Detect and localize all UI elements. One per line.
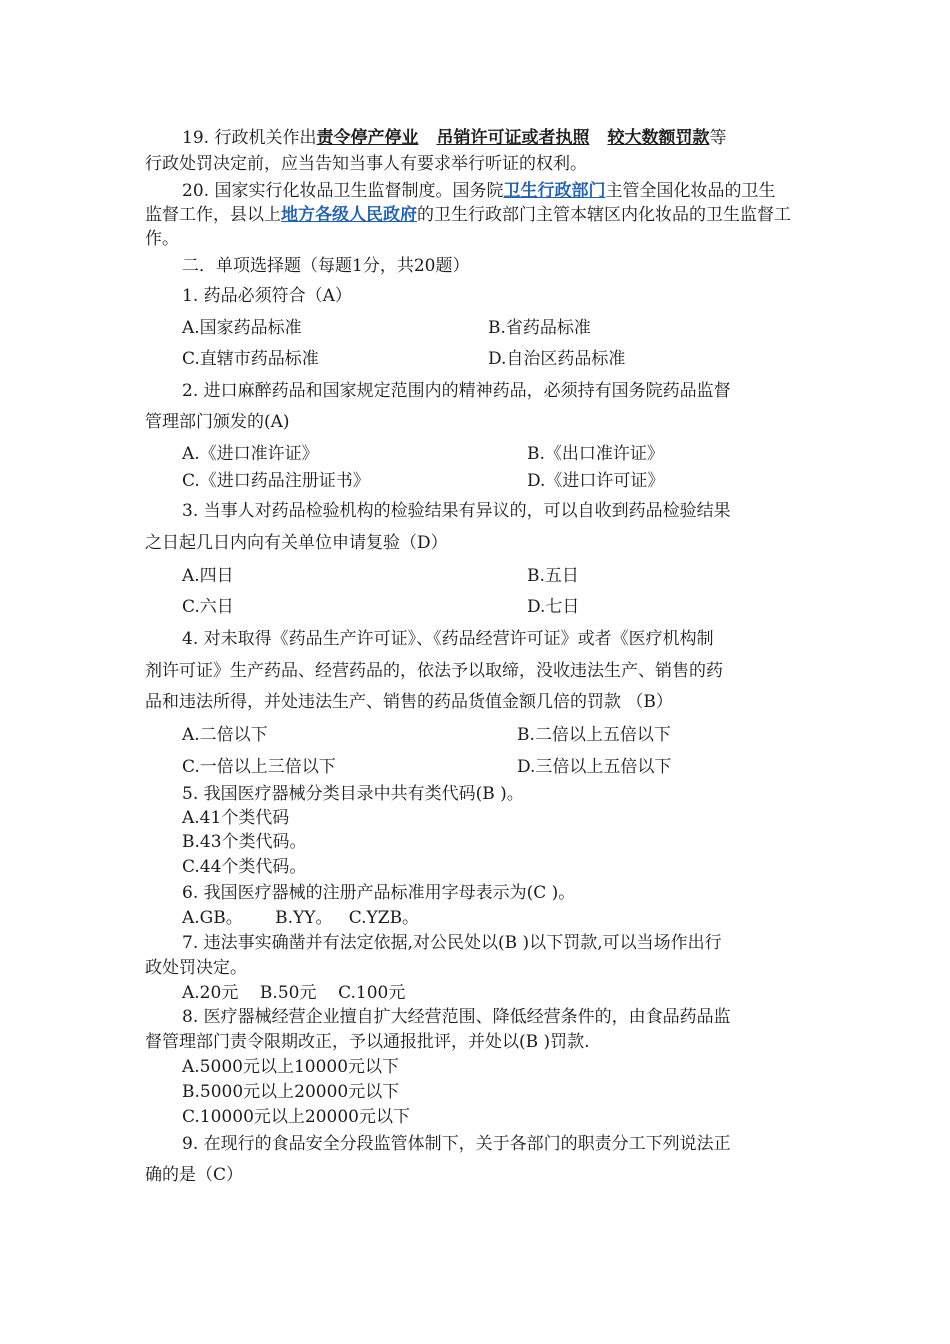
- q5-option-b: B.43个类代码。: [182, 832, 307, 852]
- q8-option-a: A.5000元以上10000元以下: [182, 1057, 400, 1077]
- q2-option-b: B.《出口准许证》: [527, 444, 664, 464]
- q4-question-line2: 剂许可证》生产药品、经营药品的，依法予以取缔，没收违法生产、销售的药: [145, 661, 723, 681]
- q19-line2: 行政处罚决定前，应当告知当事人有要求举行听证的权利。: [145, 154, 587, 174]
- q20-line1: [182, 180, 775, 202]
- q7-question-line2: 政处罚决定。: [145, 958, 247, 978]
- q1-question: 1. 药品必须符合（A）: [182, 286, 352, 306]
- q19-pre: 行政机关作出: [214, 128, 317, 148]
- q4-option-a: A.二倍以下: [182, 725, 268, 745]
- section-heading: 二．单项选择题（每题1分，共20题）: [182, 256, 470, 276]
- q20-l2pre: 监督工作，县以上: [145, 205, 281, 225]
- q20-line2: [145, 204, 791, 226]
- q1-option-a: A.国家药品标准: [182, 318, 302, 338]
- q9-question-line1: 9. 在现行的食品安全分段监管体制下，关于各部门的职责分工下列说法正: [182, 1134, 731, 1154]
- q2-option-c: C.《进口药品注册证书》: [182, 471, 370, 491]
- q19-answer-1: 责令停产停业: [316, 128, 419, 148]
- q5-question: 5. 我国医疗器械分类目录中共有类代码(B )。: [182, 784, 524, 804]
- q20-pre: 国家实行化妆品卫生监督制度。国务院: [214, 181, 504, 201]
- q20-link-health-dept[interactable]: 卫生行政部门: [503, 181, 606, 201]
- q5-option-c: C.44个类代码。: [182, 857, 307, 877]
- q2-option-d: D.《进口许可证》: [527, 471, 665, 491]
- q20-l2post: 的卫生行政部门主管本辖区内化妆品的卫生监督工: [417, 205, 791, 225]
- q2-question-line2: 管理部门颁发的(A): [145, 412, 290, 432]
- q6-question: 6. 我国医疗器械的注册产品标准用字母表示为(C )。: [182, 883, 576, 903]
- q19-line1: [182, 127, 726, 149]
- q3-option-d: D.七日: [527, 597, 580, 617]
- q20-line3: 作。: [145, 229, 179, 249]
- q7-question-line1: 7. 违法事实确凿并有法定依据,对公民处以(B )以下罚款,可以当场作出行: [182, 933, 722, 953]
- q3-option-b: B.五日: [527, 566, 579, 586]
- q8-question-line1: 8. 医疗器械经营企业擅自扩大经营范围、降低经营条件的，由食品药品监: [182, 1007, 731, 1027]
- q4-option-b: B.二倍以上五倍以下: [517, 725, 671, 745]
- q2-question-line1: 2. 进口麻醉药品和国家规定范围内的精神药品，必须持有国务院药品监督: [182, 381, 731, 401]
- q6-options: A.GB。 B.YY。 C.YZB。: [182, 908, 420, 928]
- q8-question-line2: 督管理部门责令限期改正，予以通报批评，并处以(B )罚款.: [145, 1032, 590, 1052]
- q8-option-b: B.5000元以上20000元以下: [182, 1082, 400, 1102]
- q4-question-line3: 品和违法所得，并处违法生产、销售的药品货值金额几倍的罚款 （B）: [145, 692, 673, 712]
- q4-option-d: D.三倍以上五倍以下: [517, 757, 672, 777]
- q19-num: 19.: [182, 128, 210, 148]
- q19-answer-3: 较大数额罚款: [607, 128, 710, 148]
- q5-option-a: A.41个类代码: [182, 808, 290, 828]
- q19-answer-2: 吊销许可证或者执照: [436, 128, 590, 148]
- q20-mid: 主管全国化妆品的卫生: [605, 181, 776, 201]
- q20-link-local-gov[interactable]: 地方各级人民政府: [281, 205, 417, 225]
- q19-post: 等: [709, 128, 727, 148]
- q1-option-d: D.自治区药品标准: [488, 349, 626, 369]
- q9-question-line2: 确的是（C）: [145, 1165, 244, 1185]
- q20-num: 20.: [182, 181, 210, 201]
- q7-options: A.20元 B.50元 C.100元: [182, 983, 406, 1003]
- q8-option-c: C.10000元以上20000元以下: [182, 1107, 410, 1127]
- q4-option-c: C.一倍以上三倍以下: [182, 757, 336, 777]
- q1-option-b: B.省药品标准: [488, 318, 591, 338]
- q3-question-line1: 3. 当事人对药品检验机构的检验结果有异议的，可以自收到药品检验结果: [182, 501, 731, 521]
- q1-option-c: C.直辖市药品标准: [182, 349, 319, 369]
- q2-option-a: A.《进口准许证》: [182, 444, 319, 464]
- q3-option-a: A.四日: [182, 566, 234, 586]
- q3-option-c: C.六日: [182, 597, 234, 617]
- q3-question-line2: 之日起几日内向有关单位申请复验（D）: [145, 533, 448, 553]
- q4-question-line1: 4. 对未取得《药品生产许可证》、《药品经营许可证》或者《医疗机构制: [182, 629, 714, 649]
